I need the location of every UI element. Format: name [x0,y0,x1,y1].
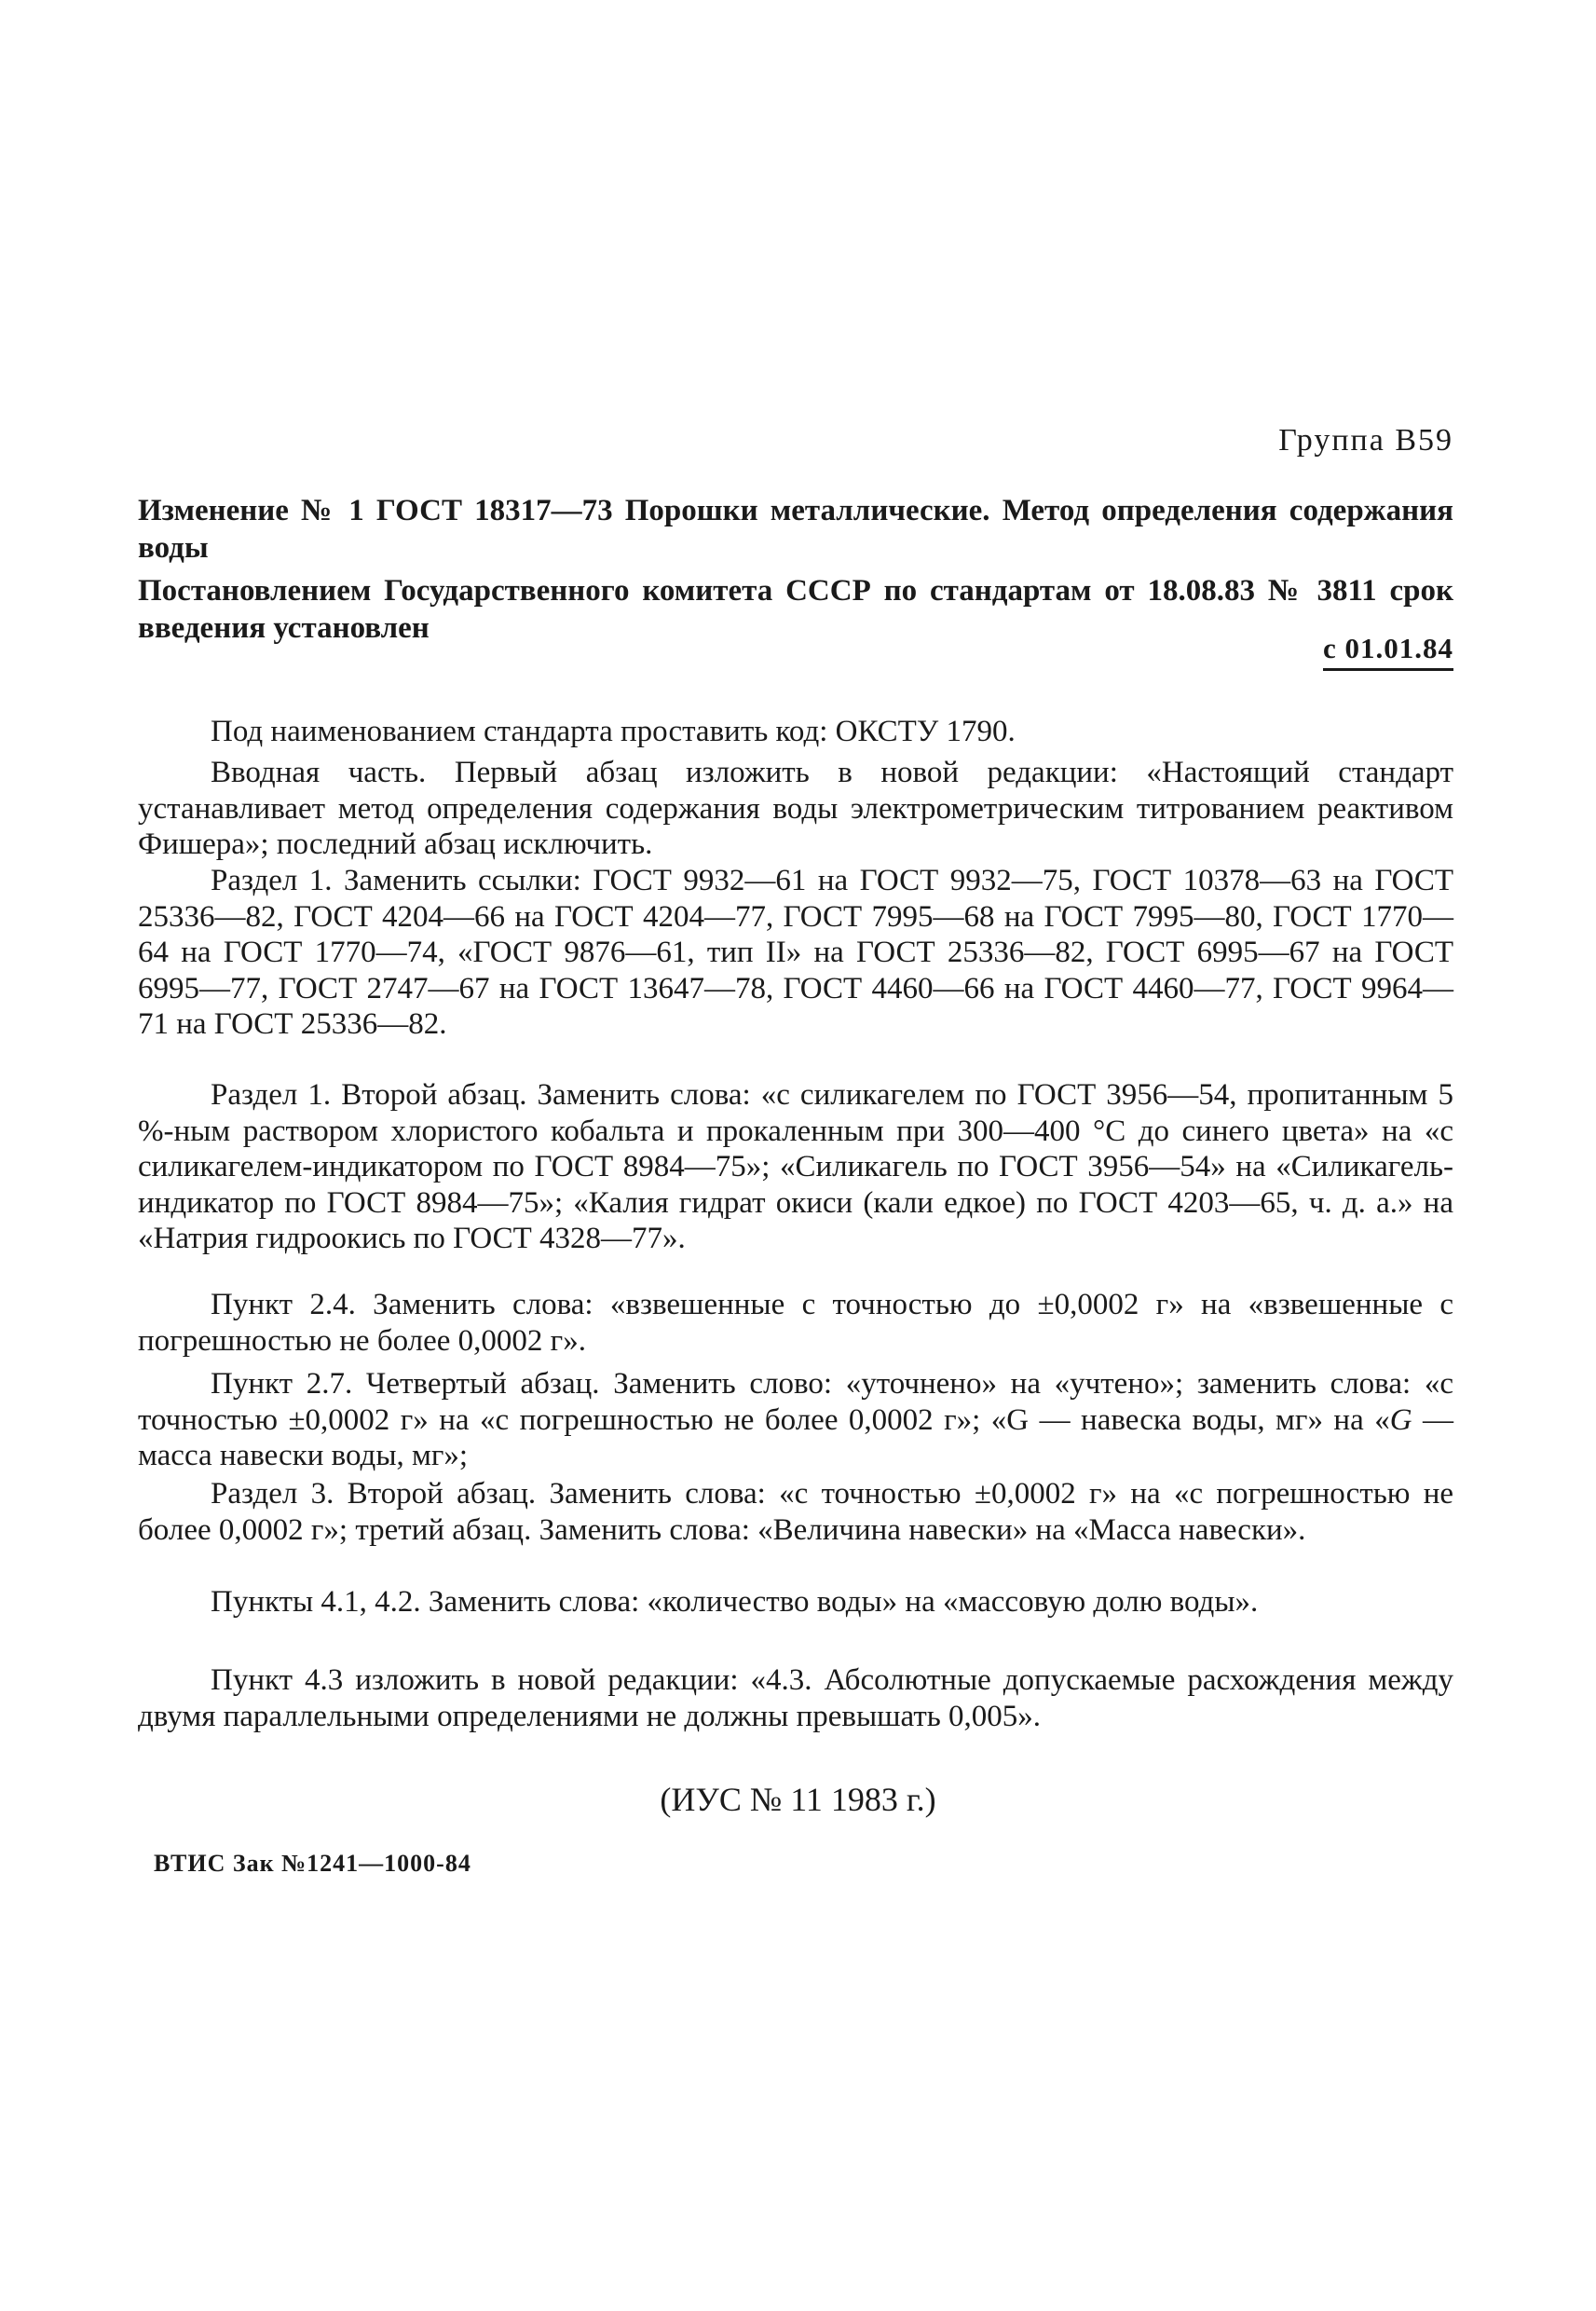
decree-text: Постановлением Государственного комитета СССР по стандартам от 18.08.83 № 3811 срок введения установлен [138,574,1453,645]
item-2-7-symbol-g: G [1389,1402,1412,1437]
item-2-7-text-b: — масса навески воды, мг»; [138,1402,1454,1472]
paragraph-items-4-1-4-2: Пункты 4.1, 4.2. Заменить слова: «количество воды» на «массовую долю воды». [211,1585,1259,1619]
paragraph-item-4-3: Пункт 4.3 изложить в новой редакции: «4.3. Абсолютные допускаемые расхождения между двумя параллельными определениями не должны превышать 0,005». [138,1663,1453,1733]
paragraph-intro: Вводная часть. Первый абзац изложить в новой редакции: «Настоящий стандарт устанавливает метод определения содержания воды электрометрическим титрованием реактивом Фишера»; последний абзац исключить. [138,756,1453,861]
paragraph-section3: Раздел 3. Второй абзац. Заменить слова: «с точностью ±0,0002 г» на «с погрешностью не более 0,0002 г»; третий абзац. Заменить слова: «Величина навески» на «Масса навески». [138,1477,1453,1547]
paragraph-section1-refs: Раздел 1. Заменить ссылки: ГОСТ 9932—61 на ГОСТ 9932—75, ГОСТ 10378—63 на ГОСТ 25336—82, ГОСТ 4204—66 на ГОСТ 4204—77, ГОСТ 7995—68 на ГОСТ 7995—80, ГОСТ 1770—64 на ГОСТ 1770—74, «ГОСТ 9876—61, тип II» на ГОСТ 25336—82, ГОСТ 6995—67 на ГОСТ 6995—77, ГОСТ 2747—67 на ГОСТ 13647—78, ГОСТ 4460—66 на ГОСТ 4460—77, ГОСТ 9964—71 на ГОСТ 25336—82. [138,864,1453,1041]
paragraph-item-2-7 [138,1366,1453,1474]
paragraph-item-2-4: Пункт 2.4. Заменить слова: «взвешенные с точностью до ±0,0002 г» на «взвешенные с погрешностью не более 0,0002 г». [138,1288,1453,1358]
paragraph-section1-second: Раздел 1. Второй абзац. Заменить слова: «с силикагелем по ГОСТ 3956—54, пропитанным 5 %-ным раствором хлористого кобальта и прокаленным при 300—400 °С до синего цвета» на «с силикагелем-индикатором по ГОСТ 8984—75»; «Силикагель по ГОСТ 3956—54» на «Силикагель-индикатор по ГОСТ 8984—75»; «Калия гидрат окиси (кали едкое) по ГОСТ 4203—65, ч. д. а.» на «Натрия гидроокись по ГОСТ 4328—77». [138,1078,1453,1255]
paragraph-oksty: Под наименованием стандарта проставить код: ОКСТУ 1790. [211,715,1016,748]
ius-reference: (ИУС № 11 1983 г.) [660,1781,936,1818]
group-code: Группа В59 [1278,423,1453,458]
item-2-7-text-a: Пункт 2.7. Четвертый абзац. Заменить слово: «уточнено» на «учтено»; заменить слова: «с точностью ±0,0002 г» на «с погрешностью не более 0,0002 г»; «G — навеска воды, мг» на « [138,1367,1453,1437]
effective-date: с 01.01.84 [1323,632,1453,671]
print-note: ВТИС Зак №1241—1000-84 [154,1850,471,1877]
amendment-title: Изменение № 1 ГОСТ 18317—73 Порошки металлические. Метод определения содержания воды [138,494,1453,565]
